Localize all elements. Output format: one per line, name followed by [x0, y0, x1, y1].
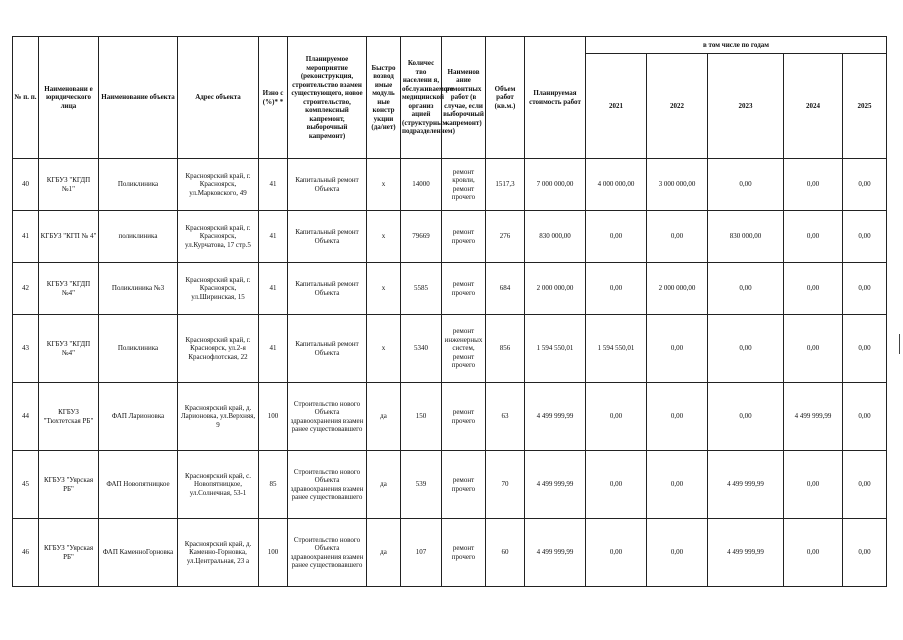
cell-num: 42 — [13, 263, 39, 315]
header-year-2022: 2022 — [647, 54, 708, 159]
cell-legal-name: КГБУЗ "КГДП №4" — [39, 315, 99, 383]
page-edge-mark — [899, 334, 900, 354]
works-table — [12, 36, 887, 587]
cell-cost: 7 000 000,00 — [525, 159, 586, 211]
cell-2024: 0,00 — [784, 451, 843, 519]
cell-address: Красноярский край, д. Каменно-Горновка, ул.Центральная, 23 а — [178, 519, 259, 587]
cell-works: ремонт прочего — [442, 211, 486, 263]
cell-2021: 0,00 — [586, 211, 647, 263]
cell-2021: 0,00 — [586, 451, 647, 519]
header-volume: Объем работ (кв.м.) — [486, 37, 525, 159]
cell-legal-name: КГБУЗ "Тюхтетская РБ" — [39, 383, 99, 451]
cell-2021: 4 000 000,00 — [586, 159, 647, 211]
cell-works: ремонт кровли, ремонт прочего — [442, 159, 486, 211]
cell-2025: 0,00 — [843, 263, 887, 315]
cell-measure: Строительство нового Объекта здравоохранения взамен ранее существовавшего — [288, 383, 367, 451]
cell-population: 150 — [401, 383, 442, 451]
cell-num: 44 — [13, 383, 39, 451]
cell-measure: Капитальный ремонт Объекта — [288, 159, 367, 211]
header-num: № п. п. — [13, 37, 39, 159]
cell-2025: 0,00 — [843, 519, 887, 587]
cell-object-name: Поликлиника — [99, 159, 178, 211]
cell-volume: 276 — [486, 211, 525, 263]
cell-2021: 0,00 — [586, 383, 647, 451]
cell-address: Красноярский край, с. Новопятницкое, ул.Солнечная, 53-1 — [178, 451, 259, 519]
cell-modular: да — [367, 383, 401, 451]
cell-2025: 0,00 — [843, 315, 887, 383]
cell-object-name: ФАП Ларионовка — [99, 383, 178, 451]
cell-modular: да — [367, 519, 401, 587]
cell-2022: 0,00 — [647, 519, 708, 587]
table-row — [13, 519, 887, 587]
cell-2024: 0,00 — [784, 211, 843, 263]
cell-legal-name: КГБУЗ "КГДП №4" — [39, 263, 99, 315]
cell-cost: 4 499 999,99 — [525, 519, 586, 587]
cell-2022: 0,00 — [647, 211, 708, 263]
cell-2024: 4 499 999,99 — [784, 383, 843, 451]
cell-legal-name: КГБУЗ "Уярская РБ" — [39, 519, 99, 587]
cell-legal-name: КГБУЗ "КГП № 4" — [39, 211, 99, 263]
cell-wear: 41 — [259, 315, 288, 383]
cell-measure: Строительство нового Объекта здравоохранения взамен ранее существовавшего — [288, 451, 367, 519]
cell-2023: 4 499 999,99 — [708, 519, 784, 587]
header-object-name: Наименование объекта — [99, 37, 178, 159]
cell-volume: 70 — [486, 451, 525, 519]
cell-legal-name: КГБУЗ "Уярская РБ" — [39, 451, 99, 519]
cell-object-name: поликлиника — [99, 211, 178, 263]
cell-volume: 1517,3 — [486, 159, 525, 211]
cell-2024: 0,00 — [784, 159, 843, 211]
cell-works: ремонт прочего — [442, 383, 486, 451]
header-address: Адрес объекта — [178, 37, 259, 159]
header-year-2025: 2025 — [843, 54, 887, 159]
cell-2025: 0,00 — [843, 159, 887, 211]
cell-num: 45 — [13, 451, 39, 519]
cell-cost: 830 000,00 — [525, 211, 586, 263]
cell-population: 14000 — [401, 159, 442, 211]
cell-population: 79669 — [401, 211, 442, 263]
cell-num: 46 — [13, 519, 39, 587]
cell-wear: 85 — [259, 451, 288, 519]
cell-works: ремонт прочего — [442, 519, 486, 587]
cell-address: Красноярский край, г. Красноярск, ул.Курчатова, 17 стр.5 — [178, 211, 259, 263]
header-works: Наименов ание ремонтных работ (в случае, если выборочный капремонт) — [442, 37, 486, 159]
cell-2024: 0,00 — [784, 263, 843, 315]
cell-object-name: Поликлиника №3 — [99, 263, 178, 315]
cell-wear: 41 — [259, 263, 288, 315]
header-years-group: в том числе по годам — [586, 37, 887, 54]
cell-wear: 41 — [259, 211, 288, 263]
cell-modular: х — [367, 159, 401, 211]
cell-num: 43 — [13, 315, 39, 383]
cell-address: Красноярский край, д. Ларионовка, ул.Верхняя, 9 — [178, 383, 259, 451]
cell-population: 5585 — [401, 263, 442, 315]
cell-wear: 100 — [259, 383, 288, 451]
cell-legal-name: КГБУЗ "КГДП №1" — [39, 159, 99, 211]
cell-2023: 4 499 999,99 — [708, 451, 784, 519]
cell-wear: 41 — [259, 159, 288, 211]
cell-cost: 4 499 999,99 — [525, 451, 586, 519]
cell-2023: 0,00 — [708, 383, 784, 451]
cell-2022: 2 000 000,00 — [647, 263, 708, 315]
cell-address: Красноярский край, г. Красноярск, ул.Ширинская, 15 — [178, 263, 259, 315]
header-year-2023: 2023 — [708, 54, 784, 159]
cell-population: 107 — [401, 519, 442, 587]
header-year-2021: 2021 — [586, 54, 647, 159]
header-legal-name: Наименовани е юридического лица — [39, 37, 99, 159]
cell-modular: х — [367, 211, 401, 263]
cell-works: ремонт инженерных систем, ремонт прочего — [442, 315, 486, 383]
cell-measure: Капитальный ремонт Объекта — [288, 263, 367, 315]
cell-measure: Капитальный ремонт Объекта — [288, 315, 367, 383]
cell-volume: 856 — [486, 315, 525, 383]
cell-population: 5340 — [401, 315, 442, 383]
cell-2025: 0,00 — [843, 383, 887, 451]
cell-modular: да — [367, 451, 401, 519]
cell-population: 539 — [401, 451, 442, 519]
cell-2025: 0,00 — [843, 451, 887, 519]
cell-address: Красноярский край, г. Красноярск, ул.Марковского, 49 — [178, 159, 259, 211]
cell-measure: Капитальный ремонт Объекта — [288, 211, 367, 263]
cell-object-name: Поликлиника — [99, 315, 178, 383]
cell-object-name: ФАП Новопятницкое — [99, 451, 178, 519]
table-row — [13, 263, 887, 315]
cell-volume: 60 — [486, 519, 525, 587]
cell-wear: 100 — [259, 519, 288, 587]
cell-2021: 0,00 — [586, 519, 647, 587]
cell-num: 40 — [13, 159, 39, 211]
cell-volume: 684 — [486, 263, 525, 315]
cell-2024: 0,00 — [784, 315, 843, 383]
header-measure: Планируемое мероприятие (реконструкция, строительство взамен существующего, новое строительство, комплексный капремонт, выборочный капремонт) — [288, 37, 367, 159]
cell-cost: 2 000 000,00 — [525, 263, 586, 315]
table-row — [13, 315, 887, 383]
cell-2022: 0,00 — [647, 451, 708, 519]
header-modular: Быстро возвод имые модуль ные констр укции (да/нет) — [367, 37, 401, 159]
cell-2022: 3 000 000,00 — [647, 159, 708, 211]
cell-volume: 63 — [486, 383, 525, 451]
table-row — [13, 383, 887, 451]
cell-2024: 0,00 — [784, 519, 843, 587]
header-row — [13, 37, 887, 54]
cell-2021: 1 594 550,01 — [586, 315, 647, 383]
cell-address: Красноярский край, г. Красноярск, ул.2-я Краснофлотская, 22 — [178, 315, 259, 383]
cell-modular: х — [367, 263, 401, 315]
header-wear: Изно с (%)* * — [259, 37, 288, 159]
cell-num: 41 — [13, 211, 39, 263]
header-year-2024: 2024 — [784, 54, 843, 159]
cell-2023: 0,00 — [708, 315, 784, 383]
cell-modular: х — [367, 315, 401, 383]
cell-cost: 1 594 550,01 — [525, 315, 586, 383]
table-row — [13, 159, 887, 211]
header-population: Количес тво населени я, обслуживаемого медицинской организ ацией (структурным подразделением) — [401, 37, 442, 159]
table-row — [13, 451, 887, 519]
cell-2023: 0,00 — [708, 263, 784, 315]
cell-object-name: ФАП КаменноГорновка — [99, 519, 178, 587]
table-row — [13, 211, 887, 263]
cell-2023: 0,00 — [708, 159, 784, 211]
cell-cost: 4 499 999,99 — [525, 383, 586, 451]
cell-2025: 0,00 — [843, 211, 887, 263]
cell-2021: 0,00 — [586, 263, 647, 315]
header-cost: Планируемая стоимость работ — [525, 37, 586, 159]
cell-measure: Строительство нового Объекта здравоохранения взамен ранее существовавшего — [288, 519, 367, 587]
cell-2022: 0,00 — [647, 315, 708, 383]
cell-2023: 830 000,00 — [708, 211, 784, 263]
cell-works: ремонт прочего — [442, 451, 486, 519]
cell-works: ремонт прочего — [442, 263, 486, 315]
cell-2022: 0,00 — [647, 383, 708, 451]
